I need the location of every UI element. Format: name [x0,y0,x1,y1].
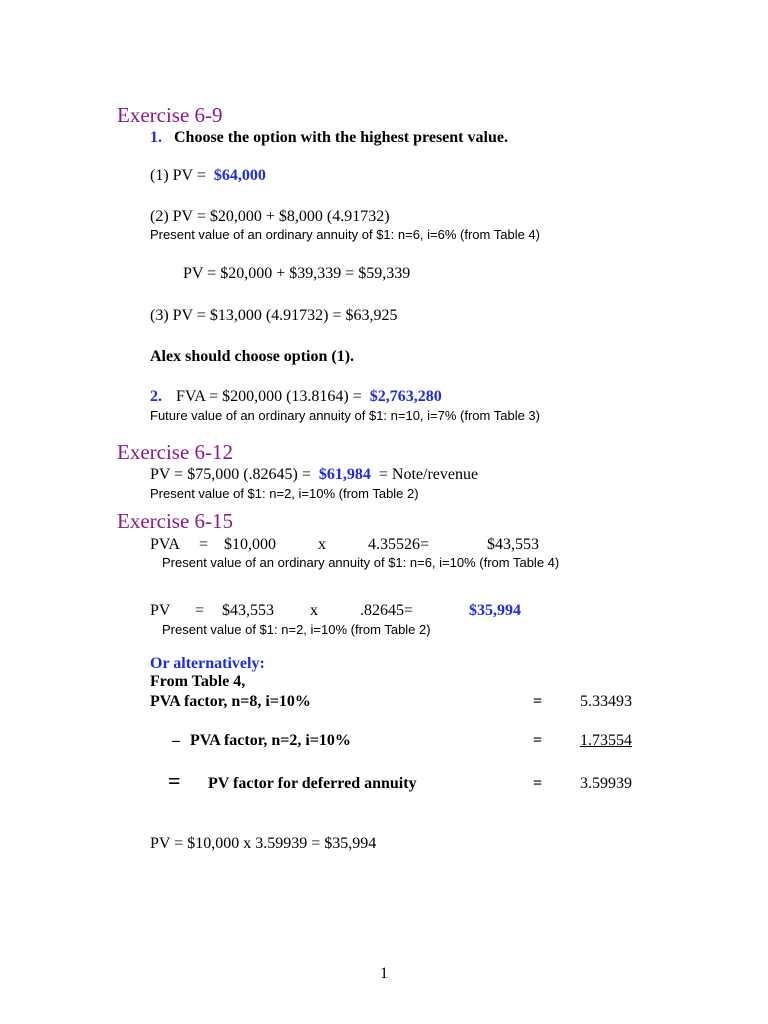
pv-row-note: Present value of $1: n=2, i=10% (from Table 2) [162,622,431,637]
pva-row-equals: = [199,536,209,553]
question-2-line [150,387,442,407]
alt-row-1-equals: = [533,693,543,710]
exercise-6-9-heading: Exercise 6-9 [117,103,223,127]
question-1 [150,128,508,148]
alt-row-1-label: PVA factor, n=8, i=10% [150,693,311,710]
option-2-note: Present value of an ordinary annuity of $1: n=6, i=6% (from Table 4) [150,227,540,242]
exercise-6-15-heading: Exercise 6-15 [117,509,234,533]
pv-row-operator: x [310,602,318,619]
pv-row-equals: = [195,602,205,619]
pv-row-amount: $43,553 [222,602,274,619]
option-1-label: (1) PV = [150,167,206,184]
option-3-line: (3) PV = $13,000 (4.91732) = $63,925 [150,307,398,324]
alt-row-1-value: 5.33493 [580,693,632,710]
exercise-6-12-note: Present value of $1: n=2, i=10% (from Table 2) [150,486,419,501]
pva-row-note: Present value of an ordinary annuity of $1: n=6, i=10% (from Table 4) [162,555,560,570]
alt-row-3-value: 3.59939 [580,775,632,792]
exercise-6-12-line [150,465,478,485]
question-2-text: FVA = $200,000 (13.8164) = [176,388,362,405]
final-pv-line: PV = $10,000 x 3.59939 = $35,994 [150,835,377,852]
exercise-6-12-prefix: PV = $75,000 (.82645) = [150,466,311,483]
exercise-6-12-heading: Exercise 6-12 [117,440,234,464]
pv-row-label: PV [150,602,171,619]
alternative-heading: Or alternatively: [150,655,265,672]
exercise-6-12-suffix: = Note/revenue [378,466,479,483]
alt-row-3-prefix: = [168,768,181,793]
question-2-value: $2,763,280 [369,388,442,405]
pva-row-operator: x [318,536,326,553]
question-1-number: 1. [150,129,162,146]
question-2-note: Future value of an ordinary annuity of $1: n=10, i=7% (from Table 3) [150,408,540,423]
pva-row-factor: 4.35526= [368,536,430,553]
alt-row-3-label: PV factor for deferred annuity [208,775,417,792]
alt-row-2-equals: = [533,732,543,749]
alt-row-2-prefix: – [172,732,180,749]
option-2-line: (2) PV = $20,000 + $8,000 (4.91732) [150,208,390,225]
pv-row-result: $35,994 [469,602,521,619]
exercise-6-12-value: $61,984 [318,466,371,483]
question-1-text: Choose the option with the highest present value. [174,129,508,146]
option-1-value: $64,000 [213,167,266,184]
alt-row-2-label: PVA factor, n=2, i=10% [190,732,351,749]
option-1-line [150,166,266,186]
pva-row-label: PVA [150,536,180,553]
alt-row-3-equals: = [533,775,543,792]
page-number: 1 [380,965,388,982]
alt-row-2-value: 1.73554 [580,732,632,749]
pva-row-amount: $10,000 [224,536,276,553]
conclusion-text: Alex should choose option (1). [150,348,355,365]
pva-row-result: $43,553 [487,536,539,553]
option-2-result: PV = $20,000 + $39,339 = $59,339 [183,265,411,282]
question-2-number: 2. [150,388,162,405]
pv-row-factor: .82645= [360,602,414,619]
alternative-source: From Table 4, [150,673,246,690]
